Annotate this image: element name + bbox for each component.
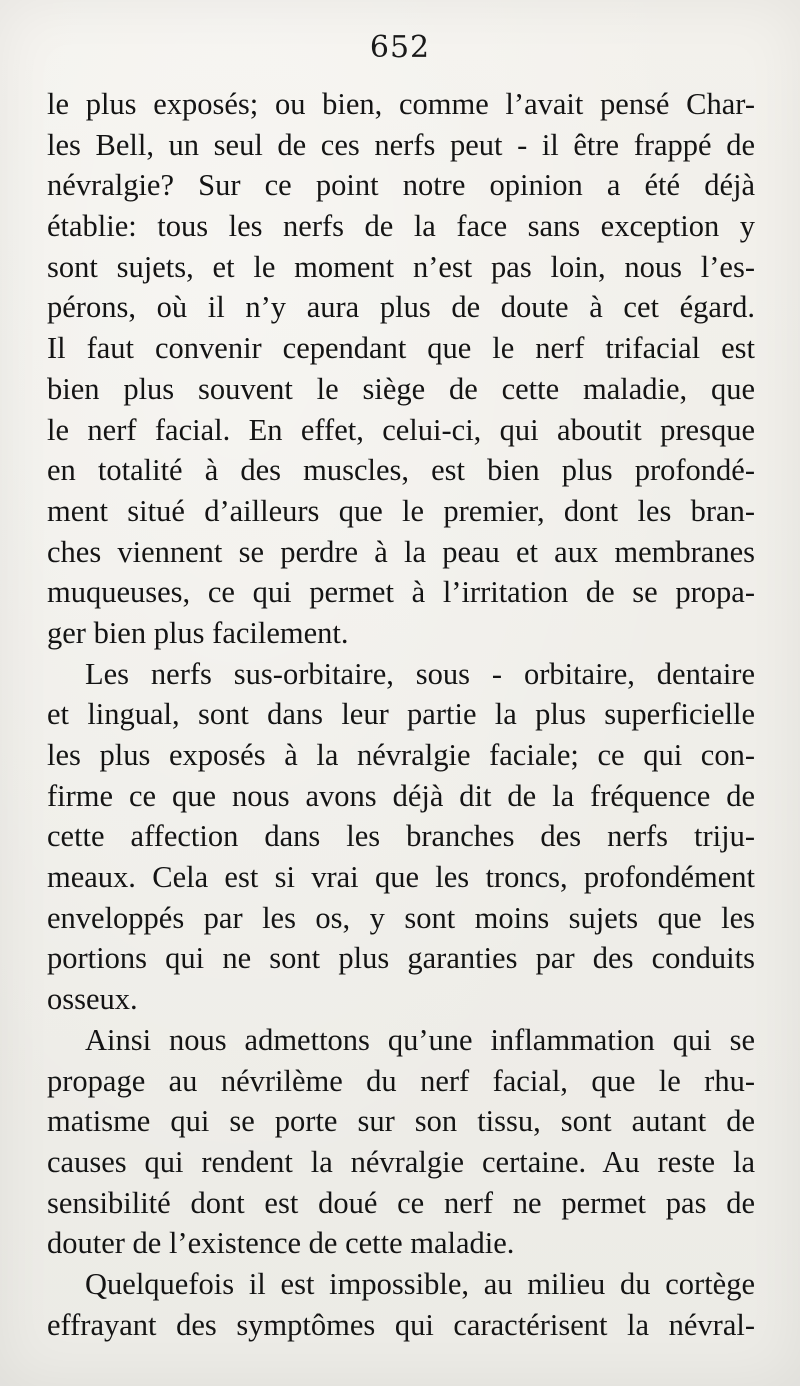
text-line: effrayant des symptômes qui caractérisent la névral-	[47, 1307, 755, 1342]
text-line: muqueuses, ce qui permet à l’irritation de se propa-	[47, 575, 755, 610]
text-line: sont sujets, et le moment n’est pas loin, nous l’es-	[47, 249, 755, 284]
text-line: osseux.	[47, 982, 138, 1017]
text-line: ger bien plus facilement.	[47, 615, 349, 650]
body-text	[47, 84, 755, 1345]
text-line: matisme qui se porte sur son tissu, sont autant de	[47, 1104, 755, 1139]
text-line: ches viennent se perdre à la peau et aux membranes	[47, 534, 755, 569]
text-line: bien plus souvent le siège de cette maladie, que	[47, 371, 755, 406]
text-line: Ainsi nous admettons qu’une inflammation qui se	[85, 1022, 755, 1057]
text-line: Quelquefois il est impossible, au milieu du cortège	[85, 1266, 755, 1301]
text-line: portions qui ne sont plus garanties par des conduits	[47, 941, 755, 976]
text-line: et lingual, sont dans leur partie la plus superficielle	[47, 697, 755, 732]
text-line: causes qui rendent la névralgie certaine. Au reste la	[47, 1144, 755, 1179]
text-line: le plus exposés; ou bien, comme l’avait pensé Char-	[47, 87, 755, 121]
text-line: névralgie? Sur ce point notre opinion a été déjà	[47, 168, 755, 203]
text-line: Les nerfs sus-orbitaire, sous - orbitaire, dentaire	[85, 656, 755, 691]
text-line: sensibilité dont est doué ce nerf ne permet pas de	[47, 1185, 755, 1220]
text-line: enveloppés par les os, y sont moins sujets que les	[47, 900, 755, 935]
text-line: Il faut convenir cependant que le nerf trifacial est	[47, 331, 755, 366]
text-line: en totalité à des muscles, est bien plus profondé-	[47, 453, 755, 488]
text-line: les Bell, un seul de ces nerfs peut - il être frappé de	[47, 127, 755, 162]
text-line: le nerf facial. En effet, celui-ci, qui aboutit presque	[47, 412, 755, 447]
text-line: ment situé d’ailleurs que le premier, dont les bran-	[47, 493, 755, 528]
text-line: propage au névrilème du nerf facial, que le rhu-	[47, 1063, 755, 1098]
text-line: les plus exposés à la névralgie faciale; ce qui con-	[47, 738, 755, 772]
text-line: douter de l’existence de cette maladie.	[47, 1226, 515, 1261]
text-line: établie: tous les nerfs de la face sans exception y	[47, 209, 755, 244]
page-number: 652	[369, 30, 431, 65]
text-line: firme ce que nous avons déjà dit de la fréquence de	[47, 778, 755, 813]
text-line: meaux. Cela est si vrai que les troncs, profondément	[47, 860, 755, 895]
text-line: pérons, où il n’y aura plus de doute à cet égard.	[47, 290, 755, 325]
text-line: cette affection dans les branches des nerfs triju-	[47, 819, 755, 854]
